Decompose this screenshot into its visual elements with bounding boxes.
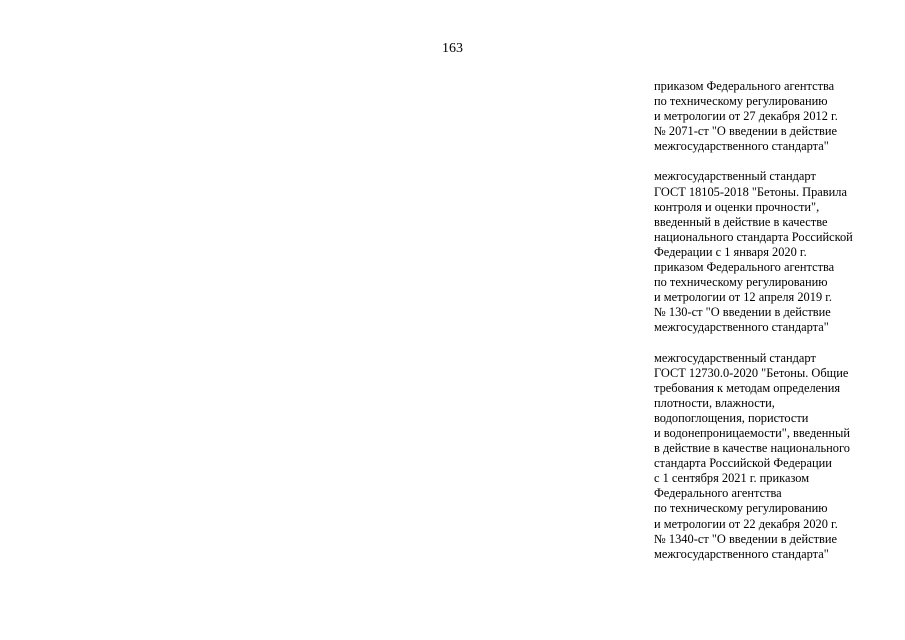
text-line: введенный в действие в качестве bbox=[654, 214, 828, 229]
text-line: по техническому регулированию bbox=[654, 501, 828, 516]
page-number: 163 bbox=[442, 41, 463, 56]
text-column bbox=[654, 79, 899, 577]
text-line: стандарта Российской Федерации bbox=[654, 456, 832, 471]
text-line: по техническому регулированию bbox=[654, 94, 828, 109]
text-line: национального стандарта Российской bbox=[654, 229, 853, 244]
text-line: межгосударственного стандарта" bbox=[654, 139, 829, 154]
text-line: по техническому регулированию bbox=[654, 275, 828, 290]
text-line: и метрологии от 12 апреля 2019 г. bbox=[654, 290, 833, 305]
text-line: ГОСТ 18105-2018 "Бетоны. Правила bbox=[654, 184, 847, 199]
text-line: контроля и оценки прочности", bbox=[654, 199, 820, 214]
paragraph-1 bbox=[654, 79, 899, 154]
text-line: межгосударственного стандарта" bbox=[654, 320, 829, 335]
text-line: № 2071-ст "О введении в действие bbox=[654, 124, 837, 139]
text-line: плотности, влажности, bbox=[654, 395, 775, 410]
text-line: № 1340-ст "О введении в действие bbox=[654, 531, 837, 546]
text-line: Федерации с 1 января 2020 г. bbox=[654, 244, 807, 259]
text-line: водопоглощения, пористости bbox=[654, 410, 809, 425]
text-line: и метрологии от 22 декабря 2020 г. bbox=[654, 516, 838, 531]
text-line: приказом Федерального агентства bbox=[654, 79, 835, 93]
text-line: межгосударственный стандарт bbox=[654, 350, 816, 365]
text-line: приказом Федерального агентства bbox=[654, 260, 835, 275]
text-line: межгосударственный стандарт bbox=[654, 169, 816, 184]
paragraph-3 bbox=[654, 351, 899, 562]
text-line: требования к методам определения bbox=[654, 380, 841, 395]
text-line: и водонепроницаемости", введенный bbox=[654, 425, 851, 440]
paragraph-2 bbox=[654, 169, 899, 335]
text-line: и метрологии от 27 декабря 2012 г. bbox=[654, 109, 838, 124]
text-line: ГОСТ 12730.0-2020 "Бетоны. Общие bbox=[654, 365, 849, 380]
text-line: межгосударственного стандарта" bbox=[654, 546, 829, 561]
text-line: с 1 сентября 2021 г. приказом bbox=[654, 471, 810, 486]
text-line: в действие в качестве национального bbox=[654, 441, 850, 456]
text-line: № 130-ст "О введении в действие bbox=[654, 305, 831, 320]
text-line: Федерального агентства bbox=[654, 486, 782, 501]
